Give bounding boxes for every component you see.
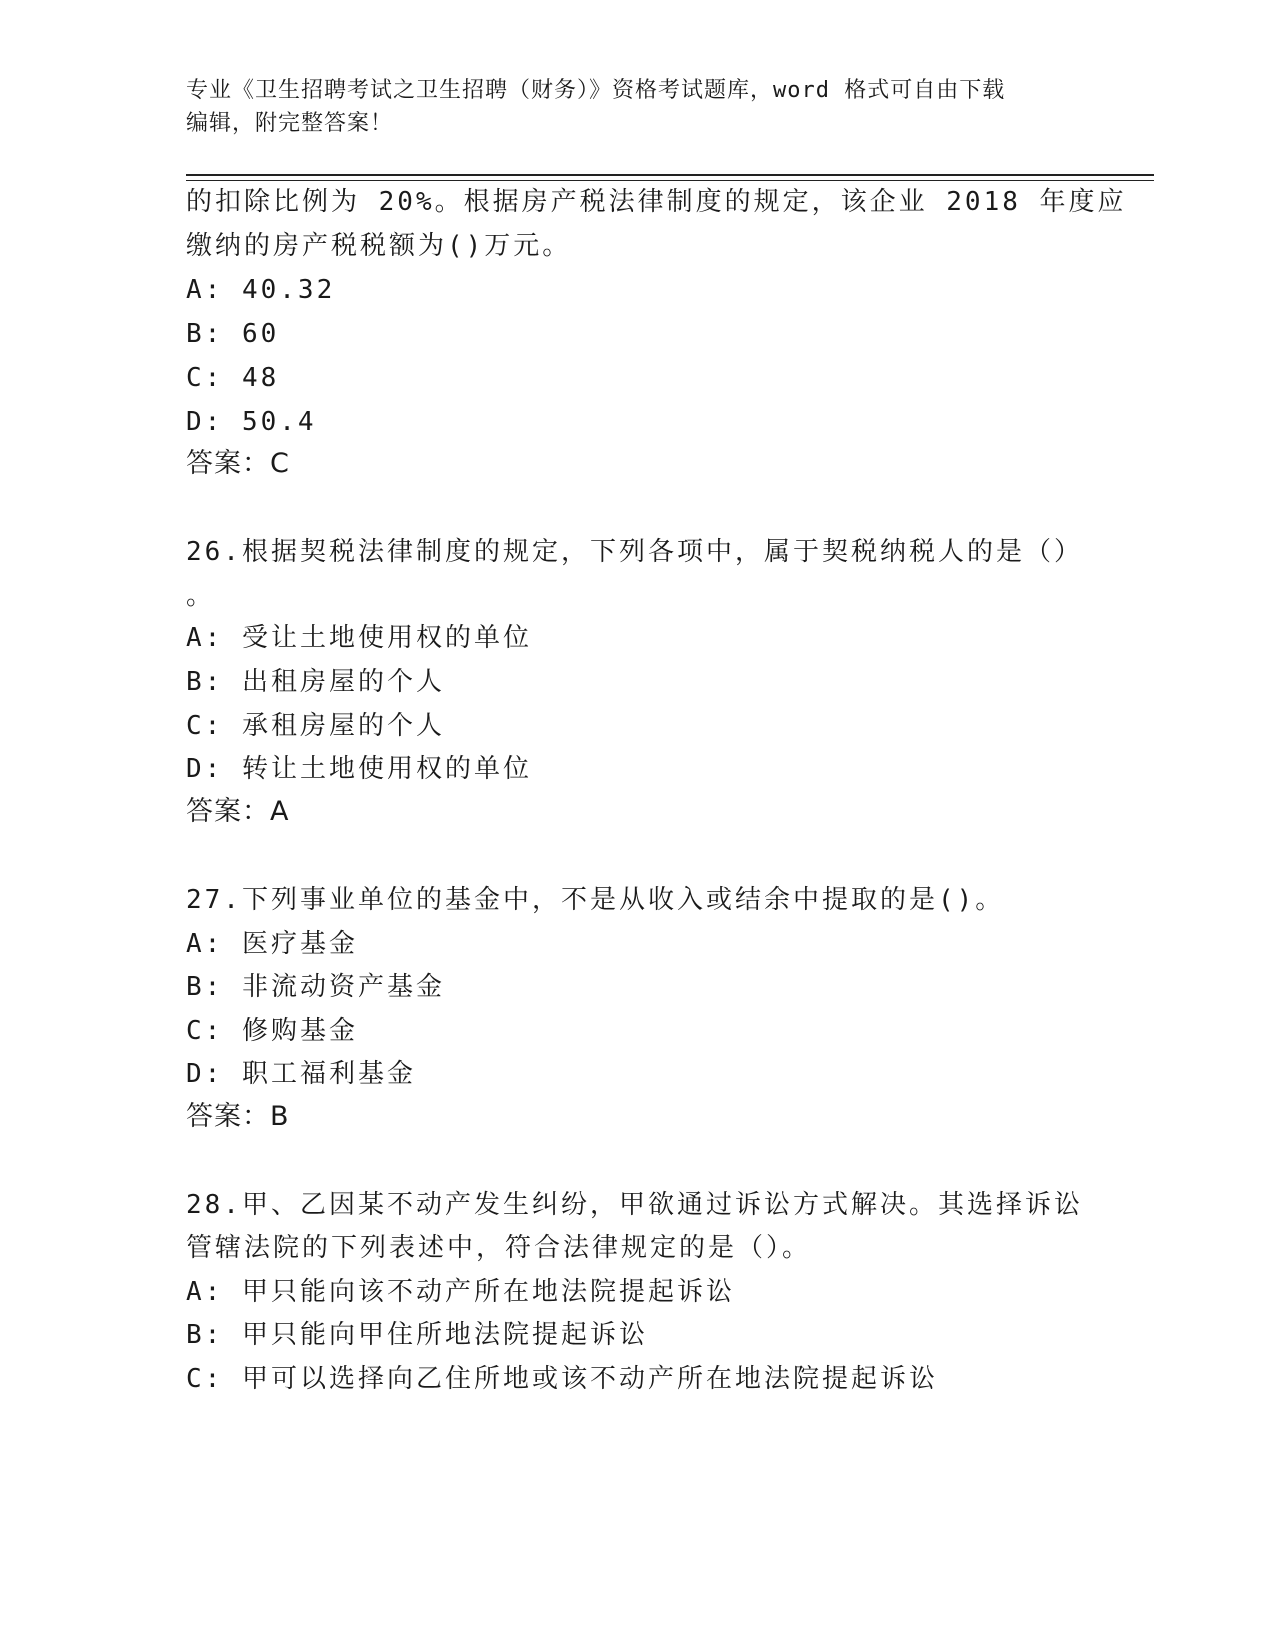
q25-option-d: D: 50.4: [186, 407, 317, 437]
q28-stem-line-2: 管辖法院的下列表述中，符合法律规定的是（）。: [186, 1233, 812, 1263]
q27-stem-line-1: 27.下列事业单位的基金中，不是从收入或结余中提取的是()。: [186, 885, 1005, 915]
q25-option-c: C: 48: [186, 363, 280, 393]
q26-stem-line-1: 26.根据契税法律制度的规定，下列各项中，属于契税纳税人的是（）: [186, 537, 1083, 567]
header-line-1: 专业《卫生招聘考试之卫生招聘（财务）》资格考试题库，word 格式可自由下载: [186, 78, 1006, 103]
q26-option-a: A: 受让土地使用权的单位: [186, 623, 532, 653]
q28-stem-line-1: 28.甲、乙因某不动产发生纠纷，甲欲通过诉讼方式解决。其选择诉讼: [186, 1190, 1083, 1220]
q27-answer: 答案：B: [186, 1101, 290, 1132]
q25-option-a: A: 40.32: [186, 275, 336, 305]
header-rule-thin: [186, 180, 1154, 181]
q26-option-b: B: 出租房屋的个人: [186, 667, 445, 697]
q25-option-b: B: 60: [186, 319, 280, 349]
q25-stem-line-2: 缴纳的房产税税额为()万元。: [186, 231, 572, 261]
page-header: [186, 74, 1066, 140]
q27-option-b: B: 非流动资产基金: [186, 972, 445, 1002]
q25-answer: 答案：C: [186, 448, 290, 479]
q28-option-a: A: 甲只能向该不动产所在地法院提起诉讼: [186, 1277, 735, 1307]
q28-option-c: C: 甲可以选择向乙住所地或该不动产所在地法院提起诉讼: [186, 1364, 938, 1394]
q25-stem-line-1: 的扣除比例为 20%。根据房产税法律制度的规定，该企业 2018 年度应: [186, 187, 1127, 217]
header-rule-thick: [186, 174, 1154, 176]
q27-option-c: C: 修购基金: [186, 1016, 358, 1046]
header-line-2: 编辑，附完整答案！: [186, 111, 394, 136]
q26-stem-line-2: 。: [186, 581, 216, 611]
q26-option-d: D: 转让土地使用权的单位: [186, 754, 532, 784]
q27-option-a: A: 医疗基金: [186, 929, 358, 959]
q26-option-c: C: 承租房屋的个人: [186, 711, 445, 741]
q26-answer: 答案：A: [186, 796, 290, 827]
q27-option-d: D: 职工福利基金: [186, 1059, 416, 1089]
q28-option-b: B: 甲只能向甲住所地法院提起诉讼: [186, 1320, 648, 1350]
